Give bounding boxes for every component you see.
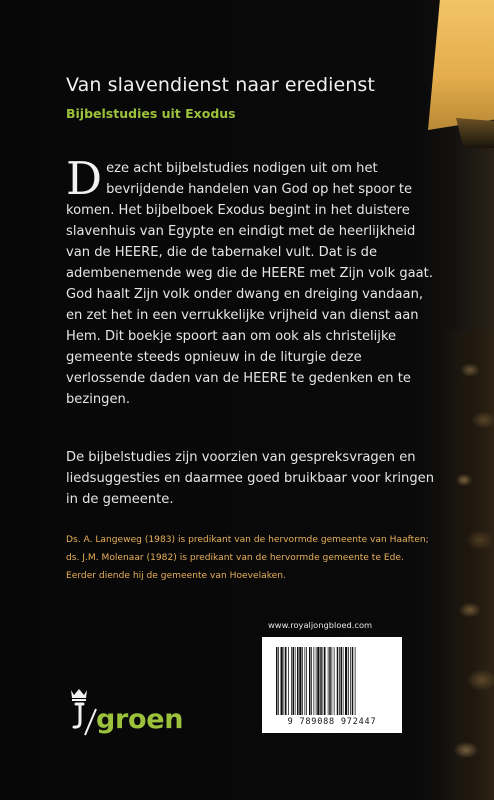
barcode-bar — [302, 647, 303, 715]
barcode-bar — [329, 647, 331, 715]
barcode-bar — [350, 647, 351, 715]
isbn-barcode — [262, 637, 402, 733]
stone-wall-decoration — [440, 330, 494, 800]
light-beam-decoration — [428, 0, 494, 130]
barcode-bar — [297, 647, 299, 715]
drop-cap-letter: D — [66, 152, 103, 205]
barcode-bar — [291, 647, 292, 715]
lead-paragraph-text: eze acht bijbelstudies nodigen uit om het bevrijdende handelen van God op het spoor te komen. Het bijbelboek Exodus begint in het duistere slavenhuis van Egypte en eindigt met de heerlijkheid van de HEERE, die de tabernakel vult. Dat is de adembenemende weg die de HEERE met Zijn volk gaat. God haalt Zijn volk onder dwang en dreiging vandaan, en zet het in een verrukkelijke vrijheid van dienst aan Hem. Dit boekje spoort aan om ook als christelijke gemeente steeds opnieuw in de liturgie deze verlossende daden van de HEERE te gedenken en te bezingen. — [66, 161, 433, 407]
second-paragraph: De bijbelstudies zijn voorzien van gespreksvragen en liedsuggesties en daarmee goed bruikbaar voor kringen in de gemeente. — [66, 450, 434, 507]
barcode-bar — [345, 647, 347, 715]
barcode-bar — [355, 647, 356, 715]
barcode-bar — [320, 647, 322, 715]
barcode-bar — [278, 647, 279, 715]
barcode-bar — [306, 647, 307, 715]
barcode-bar — [324, 647, 326, 715]
barcode-bar — [332, 647, 333, 715]
barcode-bar — [299, 647, 301, 715]
author-bio: Ds. A. Langeweg (1983) is predikant van de hervormde gemeente van Haaften; ds. J.M. Molenaar (1982) is predikant van de hervormde gemeente te Ede. Eerder diende hij de gemeente van Hoevelaken. — [66, 535, 429, 581]
barcode-bar — [311, 647, 312, 715]
publisher-logo-text: groen — [96, 704, 184, 735]
barcode-bar — [348, 647, 349, 715]
isbn-digits: 9 789088 972447 — [287, 717, 377, 727]
light-beam-shadow — [456, 118, 494, 148]
barcode-bar — [285, 647, 287, 715]
lead-paragraph — [66, 152, 434, 410]
barcode-bar — [293, 647, 295, 715]
barcode-bar — [352, 647, 354, 715]
book-subtitle: Bijbelstudies uit Exodus — [66, 106, 236, 121]
barcode-bar — [281, 647, 283, 715]
book-title: Van slavendienst naar eredienst — [66, 74, 375, 96]
barcode-bar — [334, 647, 335, 715]
barcode-bar — [316, 647, 317, 715]
barcode-bar — [328, 647, 329, 715]
barcode-bar — [305, 647, 306, 715]
barcode-bar — [276, 647, 278, 715]
barcode-bar — [343, 647, 344, 715]
barcode-bar — [309, 647, 311, 715]
barcode-bar — [295, 647, 296, 715]
barcode-bars — [276, 647, 388, 715]
barcode-bar — [317, 647, 319, 715]
barcode-bar — [341, 647, 343, 715]
publisher-url[interactable]: www.royaljongbloed.com — [268, 620, 373, 630]
barcode-bar — [288, 647, 289, 715]
barcode-bar — [337, 647, 339, 715]
barcode-bar — [339, 647, 340, 715]
barcode-bar — [284, 647, 285, 715]
barcode-bar — [314, 647, 315, 715]
barcode-bar — [323, 647, 324, 715]
